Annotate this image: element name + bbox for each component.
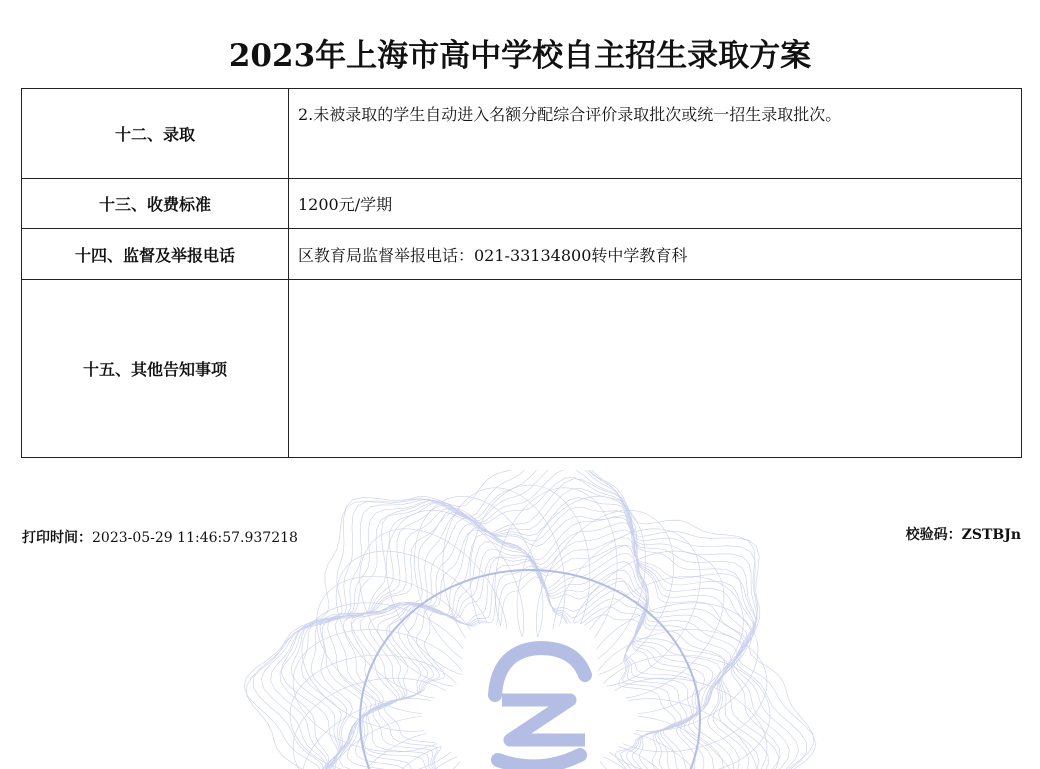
row-value-supervision-phone: 区教育局监督举报电话：021-33134800转中学教育科	[289, 229, 1022, 280]
row-value-fee-standard: 1200元/学期	[289, 179, 1022, 229]
check-code-value: ZSTBJn	[961, 527, 1021, 543]
row-label-other-notices: 十五、其他告知事项	[22, 280, 289, 458]
print-time-value: 2023-05-29 11:46:57.937218	[92, 530, 298, 546]
document-title: 2023年上海市高中学校自主招生录取方案	[228, 38, 812, 74]
row-label-supervision-phone: 十四、监督及举报电话	[22, 229, 289, 280]
watermark-seal-icon	[240, 470, 820, 769]
check-code	[906, 524, 1021, 544]
table-row	[22, 89, 1022, 179]
table-row	[22, 280, 1022, 458]
table-row	[22, 229, 1022, 280]
print-time-label: 打印时间：	[22, 530, 92, 546]
admission-plan-table	[21, 88, 1022, 458]
row-label-admission: 十二、录取	[22, 89, 289, 179]
check-code-label: 校验码：	[905, 527, 962, 543]
row-value-other-notices	[289, 280, 1022, 458]
table-row	[22, 179, 1022, 229]
row-value-admission: 2.未被录取的学生自动进入名额分配综合评价录取批次或统一招生录取批次。	[289, 89, 1022, 179]
row-label-fee-standard: 十三、收费标准	[22, 179, 289, 229]
print-time	[22, 527, 298, 547]
guilloche-watermark	[240, 470, 820, 769]
